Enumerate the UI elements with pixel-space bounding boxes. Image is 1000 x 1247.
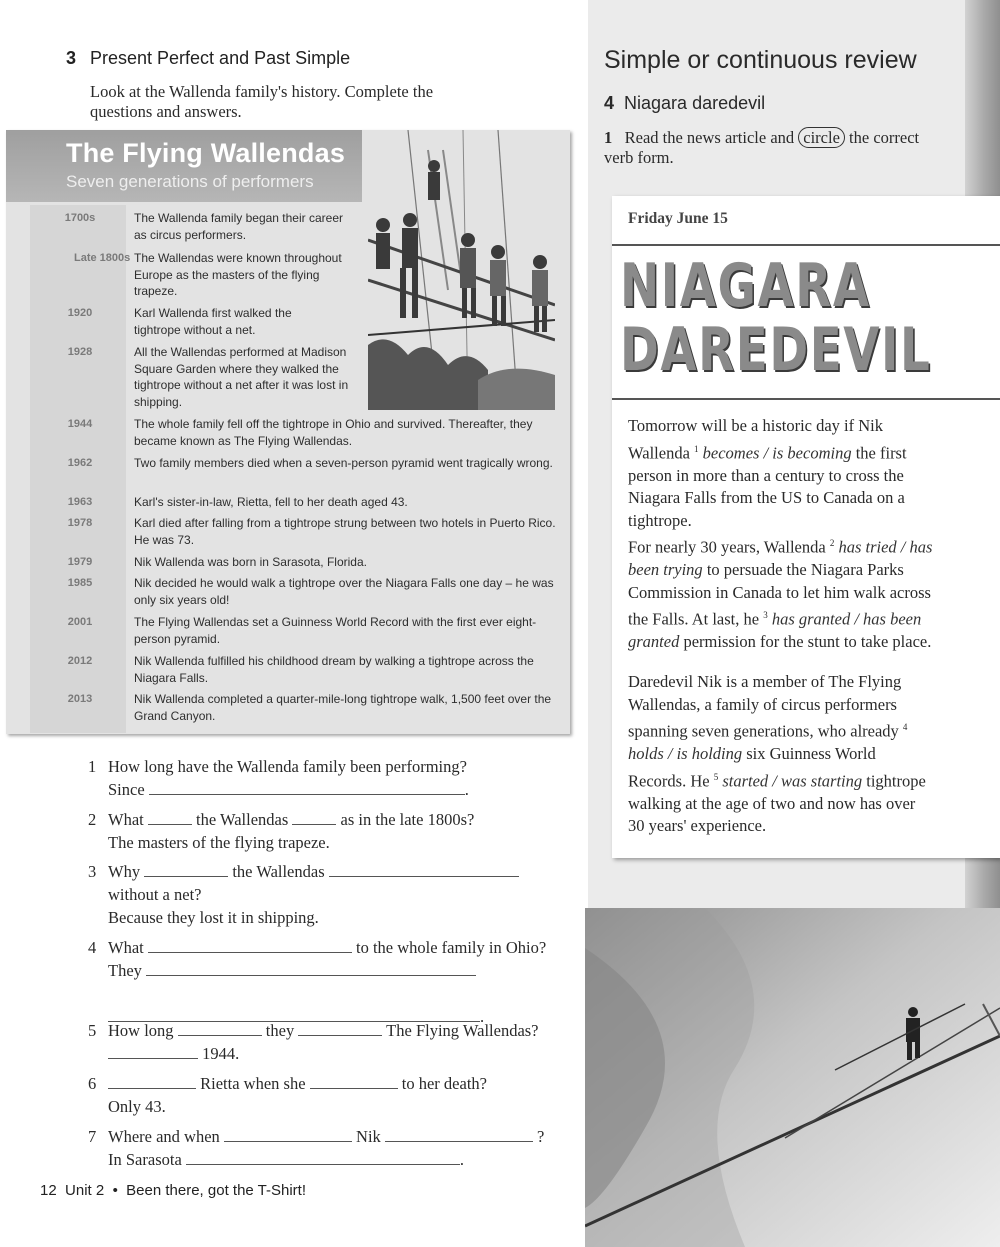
question-3 bbox=[108, 860, 519, 929]
section-number: 3 bbox=[66, 48, 77, 68]
section-title: Niagara daredevil bbox=[624, 93, 766, 113]
question-text: How long have the Wallenda family been performing? bbox=[108, 757, 467, 776]
verb-options[interactable]: has tried / has been trying bbox=[628, 537, 933, 579]
timeline-subtitle: Seven generations of performers bbox=[66, 172, 314, 191]
instruction-text: Look at the Wallenda family's history. Complete the questions and answers. bbox=[90, 82, 434, 121]
timeline-year: 1928 bbox=[67, 346, 93, 358]
answer-blank[interactable] bbox=[146, 959, 476, 976]
section-heading bbox=[604, 93, 765, 114]
answer-prefix: They bbox=[108, 961, 142, 980]
question-text: Where and when bbox=[108, 1127, 220, 1146]
timeline-text: Two family members died when a seven-person pyramid went tragically wrong. bbox=[134, 456, 553, 470]
circled-word: circle bbox=[798, 127, 845, 148]
question-text: Nik bbox=[356, 1127, 381, 1146]
timeline-text: All the Wallendas performed at Madison Square Garden where they walked the tightrope without a net after it was lost in shipping. bbox=[134, 345, 349, 409]
answer-blank[interactable] bbox=[148, 936, 352, 953]
answer-blank[interactable] bbox=[310, 1072, 398, 1089]
unit-label: Unit 2 bbox=[65, 1182, 105, 1199]
answer-text: Because they lost it in shipping. bbox=[108, 908, 319, 927]
timeline-text: The Wallendas were known throughout Europe as the masters of the flying trapeze. bbox=[134, 251, 342, 298]
question-number: 5 bbox=[88, 1021, 97, 1040]
question-number: 6 bbox=[88, 1074, 97, 1093]
gap-number: 5 bbox=[713, 771, 719, 782]
question-number: 3 bbox=[88, 862, 97, 881]
answer-text: The masters of the flying trapeze. bbox=[108, 833, 330, 852]
article-text: Daredevil Nik is a member of The Flying Wallendas, a family of circus performers spanning seven generations, who already bbox=[628, 672, 902, 741]
question-text: to the whole family in Ohio? bbox=[355, 938, 547, 957]
timeline-year: 1978 bbox=[67, 517, 93, 529]
question-text: Why bbox=[108, 862, 141, 881]
gap-number: 2 bbox=[829, 538, 835, 548]
article-text: the first person in more than a century to cross the Niagara Falls from the US to Canada on a tightrope. bbox=[628, 443, 907, 530]
answer-text: Only 43. bbox=[108, 1097, 166, 1116]
question-5 bbox=[108, 1019, 539, 1065]
timeline-year: 2013 bbox=[67, 693, 93, 705]
question-number: 2 bbox=[88, 810, 97, 829]
question-text: What bbox=[108, 810, 144, 829]
question-2 bbox=[108, 808, 474, 854]
timeline-year: 1700s bbox=[64, 212, 96, 224]
punctuation: . bbox=[464, 780, 469, 799]
article-paragraph-3 bbox=[628, 671, 933, 838]
article-text: to persuade the Niagara Parks Commission in Canada to let him walk across the Falls. At last, he bbox=[628, 560, 931, 629]
timeline-text: Nik Wallenda fulfilled his childhood dream by walking a tightrope across the Niagara Falls. bbox=[134, 654, 534, 685]
question-text: How long bbox=[108, 1021, 174, 1040]
timeline-text: Karl's sister-in-law, Rietta, fell to her death aged 43. bbox=[134, 495, 408, 509]
answer-prefix: In Sarasota bbox=[108, 1150, 182, 1169]
answer-blank[interactable] bbox=[329, 860, 519, 877]
timeline-year: 1920 bbox=[67, 307, 93, 319]
headline-line-2: DAREDEVIL bbox=[620, 315, 932, 385]
question-4 bbox=[108, 936, 546, 1028]
article-date: Friday June 15 bbox=[628, 210, 728, 227]
question-text: they bbox=[265, 1021, 295, 1040]
page-number: 12 bbox=[40, 1182, 57, 1199]
gap-number: 3 bbox=[763, 610, 768, 620]
answer-blank[interactable] bbox=[148, 808, 192, 825]
question-text: the Wallendas bbox=[232, 862, 325, 881]
tightrope-walker-photo bbox=[585, 908, 1000, 1247]
article-text: Tomorrow will be a historic day if Nik Wallenda bbox=[628, 416, 884, 462]
answer-blank[interactable] bbox=[292, 808, 336, 825]
answer-blank[interactable] bbox=[108, 1072, 196, 1089]
timeline-text: Karl Wallenda first walked the tightrope without a net. bbox=[134, 306, 292, 337]
punctuation: ? bbox=[537, 1127, 545, 1146]
review-heading: Simple or continuous review bbox=[604, 46, 917, 74]
question-text: the Wallendas bbox=[195, 810, 289, 829]
section-number: 4 bbox=[604, 93, 615, 113]
verb-options[interactable]: has granted / has been granted bbox=[628, 609, 922, 651]
question-text: The Flying Wallendas? bbox=[386, 1021, 539, 1040]
timeline-year: 1979 bbox=[67, 556, 93, 568]
timeline-text: Nik Wallenda completed a quarter-mile-long tightrope walk, 1,500 feet over the Grand Canyon. bbox=[134, 692, 552, 723]
answer-blank[interactable] bbox=[144, 860, 228, 877]
wallenda-family-photo bbox=[368, 130, 555, 410]
question-text: without a net? bbox=[108, 885, 202, 904]
question-text: What bbox=[108, 938, 144, 957]
timeline-year: 1944 bbox=[67, 418, 93, 430]
question-text: Rietta when she bbox=[200, 1074, 306, 1093]
answer-blank[interactable] bbox=[149, 778, 465, 795]
headline-rule-top bbox=[612, 244, 1000, 246]
step-instruction bbox=[604, 128, 934, 168]
instruction-text: Read the news article and bbox=[624, 128, 795, 147]
question-number: 4 bbox=[88, 938, 97, 957]
verb-options[interactable]: becomes / is becoming bbox=[702, 443, 852, 462]
question-1 bbox=[108, 755, 469, 801]
article-paragraph-2 bbox=[628, 532, 933, 654]
headline-line-1: NIAGARA bbox=[620, 251, 871, 321]
answer-blank[interactable] bbox=[108, 1042, 198, 1059]
timeline-text: Nik Wallenda was born in Sarasota, Florida. bbox=[134, 555, 367, 569]
article-text: tightrope walking at the age of two and now has over 30 years' experience. bbox=[628, 771, 926, 835]
unit-title: Been there, got the T-Shirt! bbox=[126, 1182, 307, 1199]
timeline-year: 2001 bbox=[67, 616, 93, 628]
timeline-title: The Flying Wallendas bbox=[66, 138, 346, 168]
answer-prefix: Since bbox=[108, 780, 145, 799]
timeline-text: The Wallenda family began their career as circus performers. bbox=[134, 211, 343, 242]
timeline-text: Nik decided he would walk a tightrope over the Niagara Falls one day – he was only six years old! bbox=[134, 576, 554, 607]
gap-number: 1 bbox=[694, 443, 699, 454]
article-paragraph-1 bbox=[628, 415, 933, 532]
article-text: permission for the stunt to take place. bbox=[683, 632, 932, 651]
question-number: 1 bbox=[88, 757, 97, 776]
answer-blank[interactable] bbox=[224, 1125, 352, 1142]
answer-blank[interactable] bbox=[186, 1148, 460, 1165]
timeline-text: Karl died after falling from a tightrope strung between two hotels in Puerto Rico. He was 73. bbox=[134, 516, 556, 547]
verb-options[interactable]: started / was starting bbox=[722, 771, 863, 790]
step-number: 1 bbox=[604, 128, 613, 147]
article-text: six Guinness World Records. He bbox=[628, 744, 876, 790]
headline-rule-bottom bbox=[612, 398, 1000, 400]
page-footer bbox=[40, 1182, 306, 1199]
timeline-year: 1963 bbox=[67, 496, 93, 508]
answer-blank[interactable] bbox=[298, 1019, 382, 1036]
timeline-year: Late 1800s bbox=[74, 252, 131, 264]
question-number: 7 bbox=[88, 1127, 97, 1146]
section-title: Present Perfect and Past Simple bbox=[90, 48, 351, 68]
verb-options[interactable]: holds / is holding bbox=[628, 744, 743, 763]
instruction-text: the correct verb form. bbox=[604, 128, 920, 167]
answer-text: 1944. bbox=[202, 1044, 240, 1063]
timeline-year: 2012 bbox=[67, 655, 93, 667]
question-7 bbox=[108, 1125, 544, 1171]
punctuation: . bbox=[459, 1150, 465, 1169]
answer-blank[interactable] bbox=[385, 1125, 533, 1142]
timeline-text: The whole family fell off the tightrope in Ohio and survived. Thereafter, they became known as The Flying Wallendas. bbox=[134, 417, 533, 448]
footer-bullet: • bbox=[112, 1182, 118, 1199]
gap-number: 4 bbox=[902, 722, 908, 732]
timeline-year: 1962 bbox=[67, 457, 93, 469]
punctuation: . bbox=[480, 1007, 485, 1026]
article-text: For nearly 30 years, Wallenda bbox=[628, 537, 826, 557]
question-6 bbox=[108, 1072, 487, 1118]
timeline-year: 1985 bbox=[67, 577, 93, 589]
timeline-text: The Flying Wallendas set a Guinness World Record with the first ever eight-person pyramid. bbox=[134, 615, 537, 646]
question-text: as in the late 1800s? bbox=[340, 810, 475, 829]
answer-blank[interactable] bbox=[178, 1019, 262, 1036]
question-text: to her death? bbox=[401, 1074, 487, 1093]
